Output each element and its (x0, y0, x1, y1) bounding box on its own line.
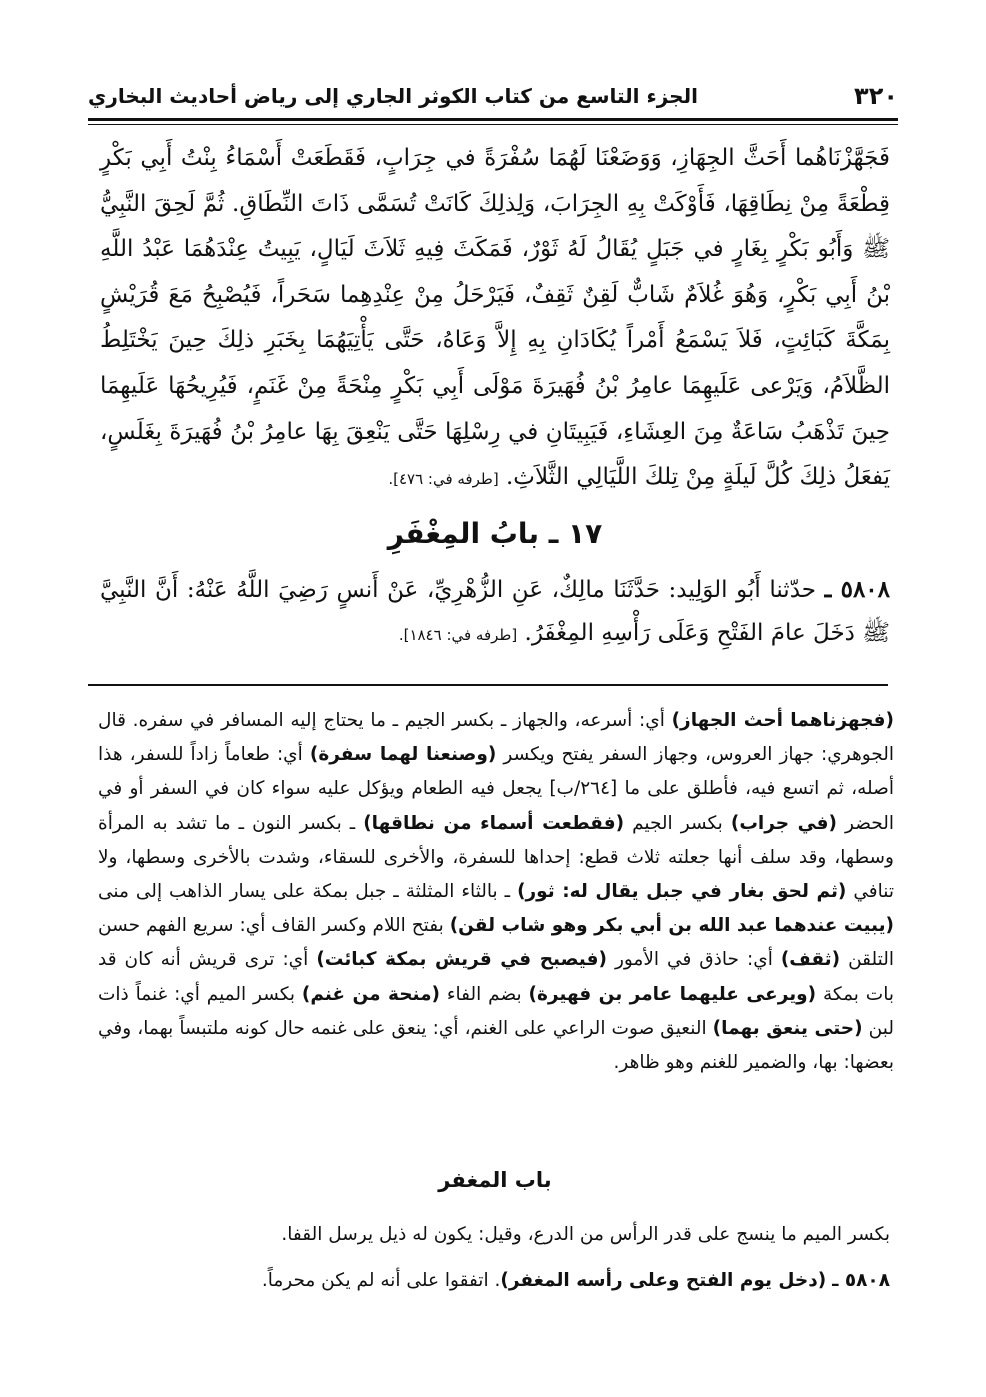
hadith-paragraph (100, 568, 890, 657)
commentary-text: بكسر الميم أي: غنماً ذات لبن (98, 983, 894, 1039)
commentary-chapter-heading: باب المغفر (438, 1168, 552, 1192)
running-title: الجزء التاسع من كتاب الكوثر الجاري إلى رياض أحاديث البخاري (88, 84, 698, 108)
commentary-text: النعيق صوت الراعي على الغنم، أي: ينعق على غنمه حال كونه ملتبساً بهما، وفي بعضها: بها، والضمير للغنم وهو ظاهر. (98, 1017, 894, 1074)
commentary-text: ـ بكسر النون ـ ما تشد به المرأة وسطها، وقد سلف أنها جعلته ثلاث قطع: إحداها للسفرة، والأخرى للسقاء، وشدت بالأخرى وسطها، ولا تنافي (98, 812, 894, 903)
commentary-text: أي: أسرعه، والجهاز ـ بكسر الجيم ـ ما يحتاج إليه المسافر في سفره. قال الجوهري: جهاز العروس، وجهاز السفر يفتح ويكسر (98, 710, 894, 766)
commentary-text: أي: طعاماً زاداً للسفر، هذا أصله، ثم اتسع فيه، فأطلق على ما [٢٦٤/ب] يجعل فيه الطعام ويؤكل عليه سواء كان في السفر أو في الحضر (98, 744, 895, 834)
commentary-text: بكسر الجيم (624, 812, 731, 834)
hadith-number: ٥٨٠٨ ـ (824, 576, 891, 603)
footnote-separator (88, 684, 888, 686)
commentary-lemma: (وصنعنا لهما سفرة) (309, 744, 497, 766)
hadith-cross-reference: [طرفه في: ١٨٤٦]. (398, 626, 518, 644)
main-text-block (100, 136, 890, 503)
commentary-hadith-number: ٥٨٠٨ ـ (832, 1270, 890, 1291)
commentary-lemma: (حتى ينعق بهما) (712, 1017, 863, 1039)
commentary-text: . اتفقوا على أنه لم يكن محرماً. (261, 1270, 501, 1291)
commentary-text: بفتح اللام وكسر القاف أي: سريع الفهم حسن التلقن (98, 915, 894, 971)
commentary-text: ـ بالثاء المثلثة ـ جبل بمكة على يسار الذاهب إلى منى (98, 881, 518, 903)
definition-line: بكسر الميم ما ينسج على قدر الرأس من الدرع، وقيل: يكون له ذيل يرسل القفا. (281, 1224, 890, 1245)
commentary-lemma: (فقطعت أسماء من نطاقها) (363, 812, 625, 834)
commentary-lemma: (ويرعى عليهما عامر بن فهيرة) (528, 983, 817, 1005)
header-rule (88, 118, 898, 125)
commentary-text: أي: ترى قريش أنه كان قد بات بمكة (98, 949, 894, 1005)
commentary-lemma: (منحة من غنم) (301, 983, 440, 1005)
definition-block (100, 1218, 890, 1310)
commentary-lemma: (دخل يوم الفتح وعلى رأسه المغفر) (500, 1270, 827, 1291)
page-header (88, 76, 898, 116)
hadith-block (100, 568, 890, 657)
main-text-paragraph (100, 136, 890, 503)
commentary-lemma: (فجهزناهما أحث الجهاز) (671, 710, 894, 731)
commentary-lemma: (ثقف) (780, 949, 841, 971)
commentary-text: بضم الفاء (440, 983, 529, 1005)
hadith-text: حدّثنا أَبُو الوَلِيد: حَدَّثَنَا مالِكٌ، عَنِ الزُّهْرِيِّ، عَنْ أَنسٍ رَضِيَ اللَّهُ عَنْهُ: أَنَّ النَّبِيَّ ﷺ دَخَلَ عامَ الفَتْحِ وَعَلَى رَأْسِهِ المِغْفَرُ. (100, 577, 890, 646)
main-text-body: فَجَهَّزْنَاهُما أَحَثَّ الجِهَازِ، وَوَضَعْنَا لَهُمَا سُفْرَةً في جِرَابٍ، فَقَطَعَتْ أَسْمَاءُ بِنْتُ أَبِي بَكْرٍ قِطْعَةً مِنْ نِطَاقِهَا، فَأَوْكَتْ بِهِ الجِرَابَ، وَلِذلِكَ كَانَتْ تُسَمَّى ذَاتَ النِّطَاقِ. ثُمَّ لَحِقَ النَّبِيُّ ﷺ وَأَبُو بَكْرٍ بِغَارٍ في جَبَلٍ يُقَالُ لَهُ ثَوْرٌ، فَمَكَثَ فِيهِ ثَلاَثَ لَيَالٍ، يَبِيتُ عِنْدَهُمَا عَبْدُ اللَّهِ بْنُ أَبِي بَكْرٍ، وَهُوَ غُلاَمٌ شَابٌّ لَقِنٌ ثَقِفٌ، فَيَرْحَلُ مِنْ عِنْدِهِما سَحَراً، فَيُصْبِحُ مَعَ قُرَيْشٍ بِمَكَّةَ كَبَائِتٍ، فَلاَ يَسْمَعُ أَمْراً يُكَادَانِ بِهِ إِلاَّ وَعَاهُ، حَتَّى يَأْتِيَهُمَا بِخَبَرِ ذلِكَ حِينَ يَخْتَلِطُ الظَّلاَمُ، وَيَرْعى عَلَيهِمَا عامِرُ بْنُ فُهَيرَةَ مَوْلَى أَبِي بَكْرٍ مِنْحَةً مِنْ غَنَمٍ، فَيُرِيحُهَا عَلَيهِمَا حِينَ تَذْهَبُ سَاعَةٌ مِنَ العِشَاءِ، فَيَبِيتَانِ في رِسْلِهَا حَتَّى يَنْعِقَ بِهَا عامِرُ بْنُ فُهَيرَةَ بِغَلَسٍ، يَفعَلُ ذلِكَ كُلَّ لَيلَةٍ مِنْ تِلكَ اللَّيَالِي الثَّلاَثِ. (100, 145, 890, 491)
commentary-lemma: (فيصبح في قريش بمكة كبائت) (316, 949, 607, 971)
page-number: ٣٢٠ (854, 82, 898, 110)
commentary-paragraph (98, 704, 894, 1080)
commentary-lemma: (ثم لحق بغار في جبل يقال له: ثور) (517, 881, 847, 903)
cross-reference-tag: [طرفه في: ٤٧٦]. (388, 470, 499, 489)
commentary-lemma: (يبيت عندهما عبد الله بن أبي بكر وهو شاب لقن) (449, 915, 894, 937)
commentary-text: أي: حاذق في الأمور (606, 949, 781, 971)
chapter-heading: ١٧ ـ بابُ المِغْفَرِ (387, 517, 603, 550)
commentary-block (98, 704, 894, 1080)
commentary-lemma: (في جراب) (730, 812, 837, 834)
hadith-commentary-line (100, 1264, 890, 1298)
